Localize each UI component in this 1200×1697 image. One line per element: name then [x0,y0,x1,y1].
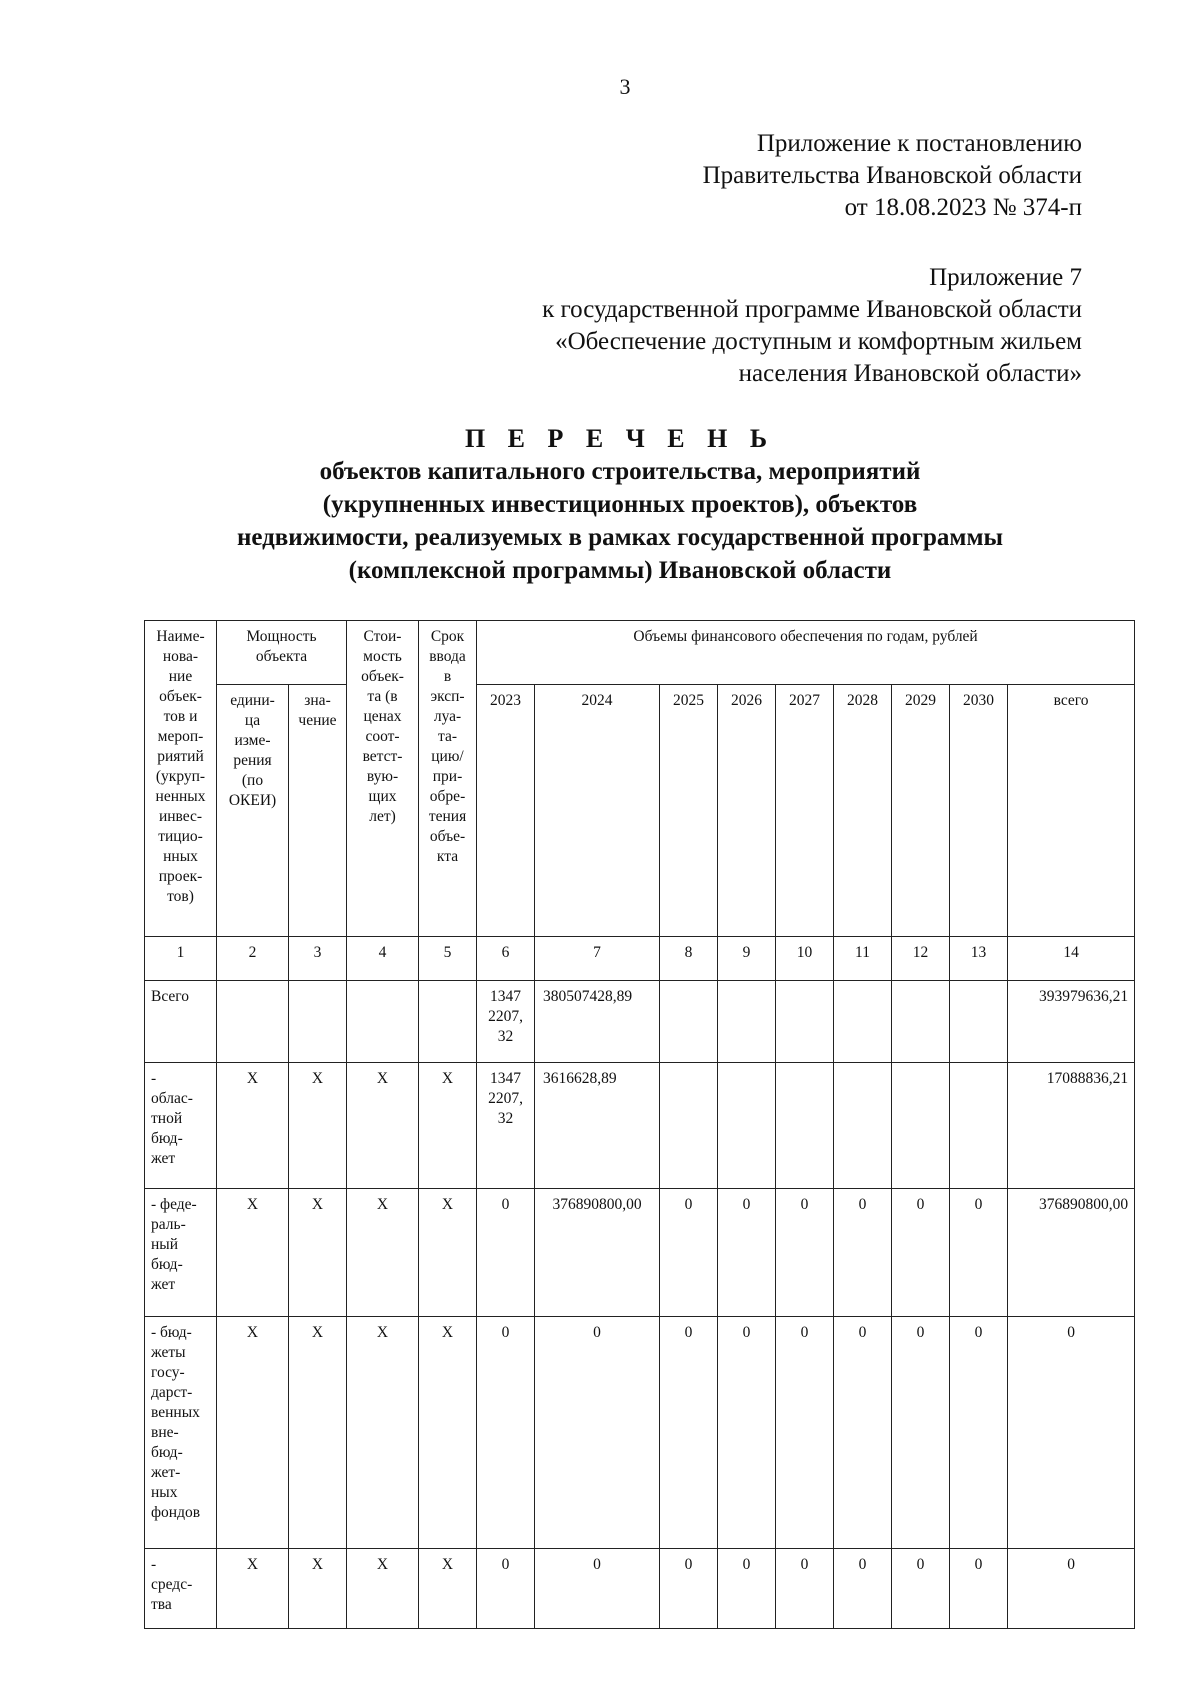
appendix-program-line1: Приложение 7 [929,264,1082,291]
row-label: - облас- тной бюд- жет [145,1063,217,1189]
table-cell: 0 [1008,1549,1135,1629]
table-cell: X [347,1549,419,1629]
row-label: - феде- раль- ный бюд- жет [145,1189,217,1317]
column-number: 6 [477,937,535,981]
table-cell: 0 [776,1189,834,1317]
table-cell: 0 [892,1189,950,1317]
table-cell [289,981,347,1063]
row-label: - бюд- жеты госу- дарст- венных вне- бюд- жет- ных фондов [145,1317,217,1549]
column-number: 10 [776,937,834,981]
row-total [145,981,1135,1063]
table-cell: 0 [660,1189,718,1317]
appendix-resolution [703,128,1082,224]
header-funding: Объемы финансового обеспечения по годам, рублей [477,621,1135,685]
table-cell: 0 [834,1189,892,1317]
table-cell: 0 [477,1317,535,1549]
table-cell [718,1063,776,1189]
appendix-resolution-line3: от 18.08.2023 № 374-п [844,194,1082,221]
table-cell [347,981,419,1063]
document-title [140,422,1100,587]
title-line4: (комплексной программы) Ивановской области [348,557,892,584]
table-cell: 0 [834,1317,892,1549]
table-cell [718,981,776,1063]
table-cell: 3616628,89 [535,1063,660,1189]
row-extrabudgetary-funds [145,1317,1135,1549]
table-cell [660,981,718,1063]
appendix-program-line3: «Обеспечение доступным и комфортным жильем [555,328,1082,355]
table-cell: 0 [477,1549,535,1629]
column-number: 14 [1008,937,1135,981]
table-cell: 0 [718,1317,776,1549]
table-cell: X [289,1549,347,1629]
column-number: 11 [834,937,892,981]
header-year: 2024 [535,685,660,937]
table-cell [950,1063,1008,1189]
table-cell: 0 [892,1317,950,1549]
appendix-resolution-line1: Приложение к постановлению [756,130,1082,157]
title-line1: объектов капитального строительства, мероприятий [319,458,921,485]
column-number: 3 [289,937,347,981]
table-cell [419,981,477,1063]
table-cell: 0 [718,1549,776,1629]
column-number: 13 [950,937,1008,981]
column-number: 8 [660,937,718,981]
table-cell [950,981,1008,1063]
table-cell [217,981,289,1063]
table-cell: 17088836,21 [1008,1063,1135,1189]
table-cell: 1347 2207, 32 [477,1063,535,1189]
appendix-program-line4: населения Ивановской области» [738,360,1082,387]
table-cell: 0 [718,1189,776,1317]
table-cell: 0 [950,1549,1008,1629]
appendix-program-line2: к государственной программе Ивановской области [542,296,1082,323]
table-cell: 0 [660,1549,718,1629]
header-year: 2029 [892,685,950,937]
header-total: всего [1008,685,1135,937]
header-term: Срок ввода в эксп- луа- та- цию/ при- обре- тения объе- кта [419,621,477,937]
header-year: 2026 [718,685,776,937]
table-cell: X [289,1317,347,1549]
table-cell: 0 [1008,1317,1135,1549]
table-cell [892,981,950,1063]
table-cell: X [347,1317,419,1549]
header-year: 2028 [834,685,892,937]
table-cell [660,1063,718,1189]
title-line2: (укрупненных инвестиционных проектов), объектов [322,491,918,518]
table-cell: 0 [535,1317,660,1549]
header-year: 2023 [477,685,535,937]
table-cell: X [419,1549,477,1629]
column-number: 5 [419,937,477,981]
table-cell: 0 [535,1549,660,1629]
table-cell [892,1063,950,1189]
table-cell: X [347,1189,419,1317]
table-cell: X [419,1189,477,1317]
table-cell: 0 [950,1189,1008,1317]
header-capacity: Мощность объекта [217,621,347,685]
table-cell: 0 [660,1317,718,1549]
objects-table [144,620,1135,1629]
row-label: Всего [145,981,217,1063]
table-body [145,937,1135,1629]
header-cost: Стои- мость объек- та (в ценах соот- ветст- вую- щих лет) [347,621,419,937]
table-cell: X [289,1189,347,1317]
appendix-resolution-line2: Правительства Ивановской области [702,162,1082,189]
title-heading: П Е Р Е Ч Е Н Ь [464,424,776,453]
table-cell: X [347,1063,419,1189]
row-federal-budget [145,1189,1135,1317]
column-number: 7 [535,937,660,981]
row-other-funds [145,1549,1135,1629]
table-cell: 0 [776,1549,834,1629]
row-label: - средс- тва [145,1549,217,1629]
table-cell: X [419,1317,477,1549]
table-cell: X [217,1317,289,1549]
table-cell [776,1063,834,1189]
table-cell: 376890800,00 [535,1189,660,1317]
table-cell: 0 [892,1549,950,1629]
header-row [145,621,1135,685]
appendix-program [542,262,1082,390]
table-cell: 1347 2207, 32 [477,981,535,1063]
column-number: 2 [217,937,289,981]
table-cell [834,981,892,1063]
table-cell: 393979636,21 [1008,981,1135,1063]
header-year: 2025 [660,685,718,937]
column-number: 12 [892,937,950,981]
column-number: 4 [347,937,419,981]
header-year: 2030 [950,685,1008,937]
table-cell: 0 [776,1317,834,1549]
table-cell: X [217,1549,289,1629]
header-year: 2027 [776,685,834,937]
header-unit: едини- ца изме- рения (по ОКЕИ) [217,685,289,937]
table-cell: 0 [477,1189,535,1317]
table-cell: 0 [950,1317,1008,1549]
table-cell [834,1063,892,1189]
header-subrow [145,685,1135,937]
header-name: Наиме- нова- ние объек- тов и мероп- риятий (укруп- ненных инвес- тицио- нных проек- тов) [145,621,217,937]
column-number: 1 [145,937,217,981]
table-cell: X [217,1189,289,1317]
table-cell: X [419,1063,477,1189]
table-cell [776,981,834,1063]
page-number: 3 [619,74,631,99]
table-cell: X [289,1063,347,1189]
header-value: зна- чение [289,685,347,937]
table-cell: 380507428,89 [535,981,660,1063]
row-regional-budget [145,1063,1135,1189]
column-number: 9 [718,937,776,981]
table-cell: 0 [834,1549,892,1629]
column-number-row [145,937,1135,981]
table-cell: 376890800,00 [1008,1189,1135,1317]
title-line3: недвижимости, реализуемых в рамках государственной программы [236,524,1004,551]
table-cell: X [217,1063,289,1189]
